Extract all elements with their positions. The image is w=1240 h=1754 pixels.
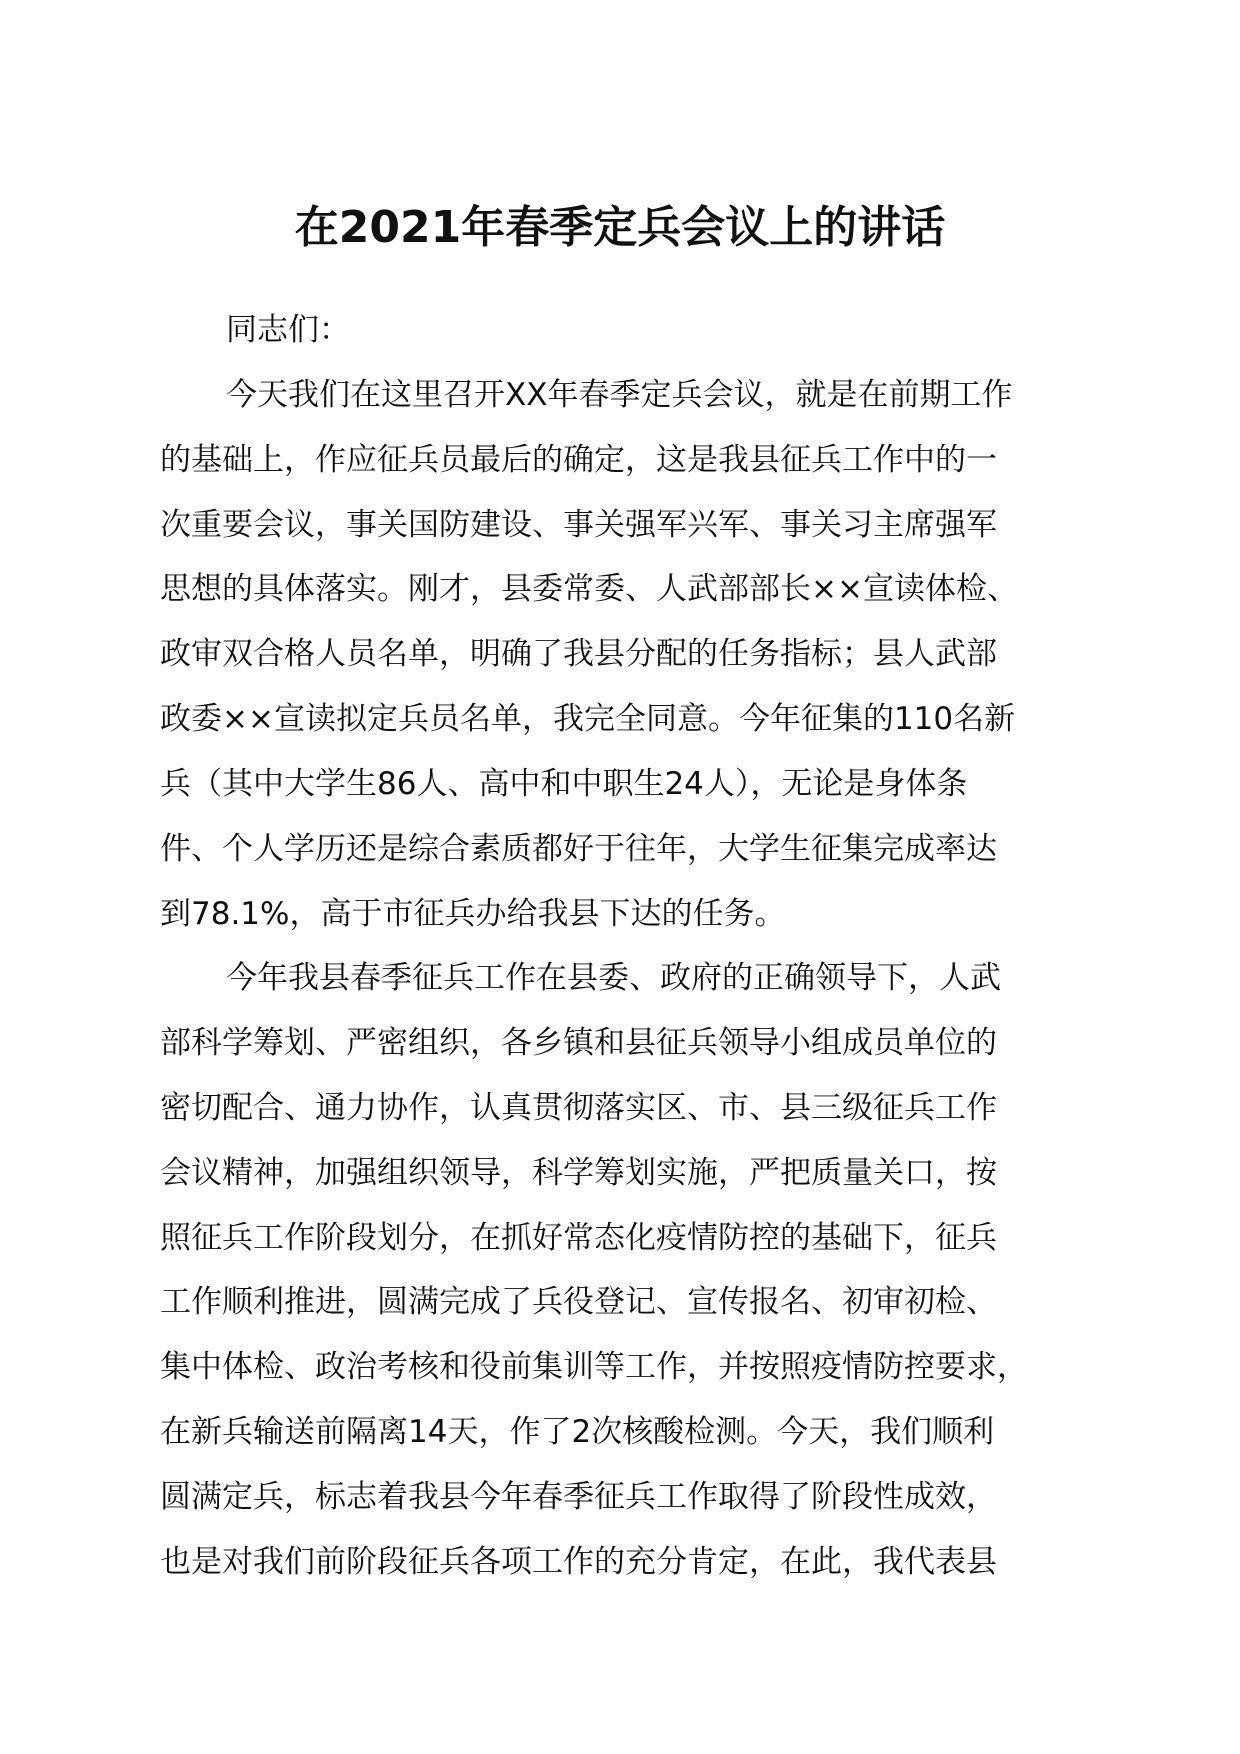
body-line: 的基础上，作应征兵员最后的确定，这是我县征兵工作中的一	[160, 442, 997, 478]
body-line: 圆满定兵，标志着我县今年春季征兵工作取得了阶段性成效，	[160, 1479, 997, 1515]
body-line: 到78.1%，高于市征兵办给我县下达的任务。	[160, 896, 786, 932]
body-line: 集中体检、政治考核和役前集训等工作，并按照疫情防控要求，	[160, 1349, 1028, 1385]
body-line: 今年我县春季征兵工作在县委、政府的正确领导下，人武	[226, 960, 1001, 996]
body-line: 政委××宣读拟定兵员名单，我完全同意。今年征集的110名新	[160, 701, 1016, 737]
body-line: 件、个人学历还是综合素质都好于往年，大学生征集完成率达	[160, 831, 997, 867]
body-line: 会议精神，加强组织领导，科学筹划实施，严把质量关口，按	[160, 1155, 997, 1191]
document-title: 在2021年春季定兵会议上的讲话	[294, 202, 946, 253]
body-line: 密切配合、通力协作，认真贯彻落实区、市、县三级征兵工作	[160, 1090, 997, 1126]
body-line: 次重要会议，事关国防建设、事关强军兴军、事关习主席强军	[160, 507, 997, 543]
salutation: 同志们：	[226, 312, 350, 348]
body-line: 也是对我们前阶段征兵各项工作的充分肯定，在此，我代表县	[160, 1544, 997, 1580]
body-line: 政审双合格人员名单，明确了我县分配的任务指标；县人武部	[160, 636, 997, 672]
body-line: 工作顺利推进，圆满完成了兵役登记、宣传报名、初审初检、	[160, 1284, 997, 1320]
body-line: 思想的具体落实。刚才，县委常委、人武部部长××宣读体检、	[160, 571, 1018, 607]
body-line: 今天我们在这里召开XX年春季定兵会议，就是在前期工作	[226, 377, 1013, 413]
body-line: 部科学筹划、严密组织，各乡镇和县征兵领导小组成员单位的	[160, 1025, 997, 1061]
body-line: 兵（其中大学生86人、高中和中职生24人），无论是身体条	[160, 766, 968, 802]
body-line: 在新兵输送前隔离14天，作了2次核酸检测。今天，我们顺利	[160, 1414, 995, 1450]
body-line: 照征兵工作阶段划分，在抓好常态化疫情防控的基础下，征兵	[160, 1220, 997, 1256]
